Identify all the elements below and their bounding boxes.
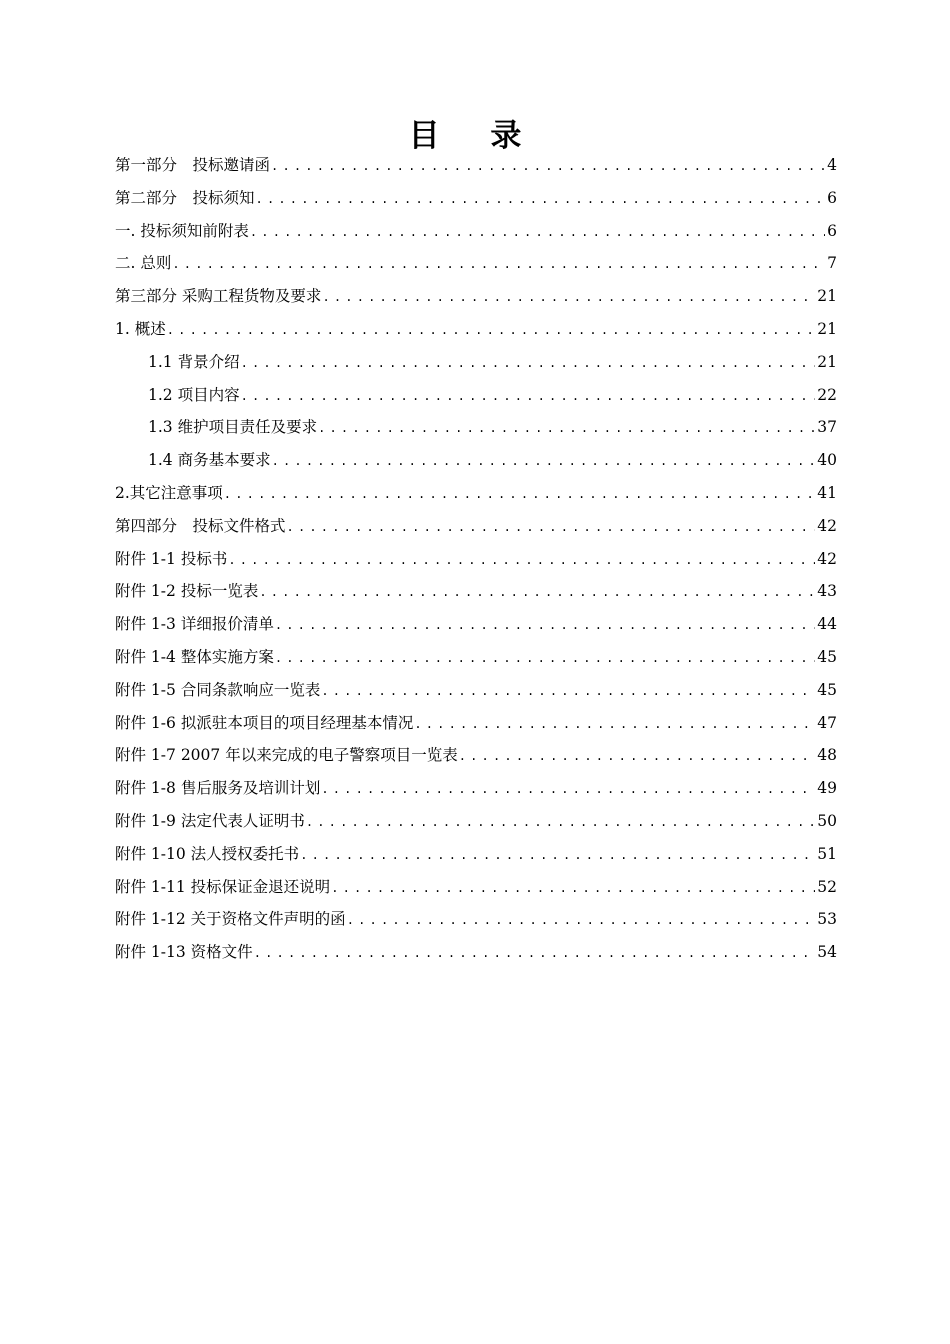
toc-entry-page: 45 [817, 647, 837, 666]
toc-entry-label: 附件 1-12 关于资格文件声明的函 [115, 910, 346, 929]
toc-entry-label: 1.4 商务基本要求 [148, 451, 271, 470]
toc-entry-label: 第二部分 投标须知 [115, 188, 255, 207]
toc-entry-label: 附件 1-13 资格文件 [115, 943, 253, 962]
toc-entry[interactable] [115, 247, 837, 280]
toc-entry-page: 54 [817, 943, 837, 962]
toc-dot-leader [317, 412, 815, 444]
toc-entry[interactable] [115, 182, 837, 215]
toc-dot-leader [258, 576, 815, 608]
toc-entry-page: 21 [817, 352, 837, 371]
toc-entry-label: 1.3 维护项目责任及要求 [148, 418, 318, 437]
toc-dot-leader [240, 380, 816, 412]
toc-entry[interactable] [115, 411, 837, 444]
toc-entry-page: 21 [817, 319, 837, 338]
toc-title: 目 录 [408, 118, 542, 154]
toc-dot-leader [171, 248, 825, 280]
toc-entry-page: 7 [827, 254, 837, 273]
toc-entry[interactable] [115, 149, 837, 182]
toc-entry-page: 44 [817, 615, 837, 634]
toc-entry-page: 49 [817, 779, 837, 798]
toc-dot-leader [271, 445, 816, 477]
toc-entry-page: 21 [817, 287, 837, 306]
toc-entry-page: 42 [817, 549, 837, 568]
toc-entry[interactable] [115, 477, 837, 510]
toc-entry-page: 51 [817, 844, 837, 863]
toc-entry-page: 48 [817, 746, 837, 765]
toc-entry[interactable] [115, 707, 837, 740]
toc-entry[interactable] [115, 313, 837, 346]
toc-entry-label: 附件 1-1 投标书 [115, 549, 228, 568]
toc-entry-page: 53 [817, 910, 837, 929]
toc-dot-leader [330, 872, 815, 904]
toc-entry-label: 附件 1-2 投标一览表 [115, 582, 259, 601]
toc-entry-label: 第三部分 采购工程货物及要求 [115, 287, 322, 306]
toc-entry[interactable] [115, 739, 837, 772]
toc-entry-label: 附件 1-7 2007 年以来完成的电子警察项目一览表 [115, 746, 458, 765]
toc-entry-label: 2.其它注意事项 [115, 483, 223, 502]
toc-entry[interactable] [115, 280, 837, 313]
toc-entry[interactable] [115, 346, 837, 379]
toc-entry-page: 6 [827, 221, 837, 240]
toc-dot-leader [253, 937, 816, 969]
toc-dot-leader [255, 183, 826, 215]
toc-dot-leader [227, 544, 815, 576]
toc-dot-leader [321, 281, 815, 313]
toc-entry-page: 47 [817, 713, 837, 732]
toc-dot-leader [240, 347, 816, 379]
toc-entry-page: 22 [817, 385, 837, 404]
toc-entry-page: 40 [817, 451, 837, 470]
toc-dot-leader [286, 511, 816, 543]
toc-entry-page: 52 [817, 877, 837, 896]
toc-entry-page: 45 [817, 680, 837, 699]
toc-entry-label: 附件 1-5 合同条款响应一览表 [115, 680, 321, 699]
toc-entry-label: 1.2 项目内容 [148, 385, 240, 404]
toc-entry-page: 42 [817, 516, 837, 535]
toc-entry[interactable] [115, 510, 837, 543]
toc-entry-page: 41 [817, 483, 837, 502]
toc-entry-page: 43 [817, 582, 837, 601]
toc-entry-label: 第四部分 投标文件格式 [115, 516, 286, 535]
toc-entry-label: 附件 1-3 详细报价清单 [115, 615, 274, 634]
toc-entry-label: 1. 概述 [115, 319, 166, 338]
toc-entry-label: 1.1 背景介绍 [148, 352, 240, 371]
toc-entry-label: 附件 1-11 投标保证金退还说明 [115, 877, 331, 896]
toc-dot-leader [249, 216, 825, 248]
toc-entry[interactable] [115, 871, 837, 904]
toc-entry[interactable] [115, 608, 837, 641]
toc-entry-label: 附件 1-10 法人授权委托书 [115, 844, 300, 863]
toc-dot-leader [320, 675, 815, 707]
toc-dot-leader [305, 806, 815, 838]
toc-entry[interactable] [115, 641, 837, 674]
toc-entry[interactable] [115, 936, 837, 969]
toc-list [115, 149, 837, 969]
toc-dot-leader [274, 642, 815, 674]
toc-dot-leader [270, 150, 825, 182]
toc-entry-page: 6 [827, 188, 837, 207]
toc-entry-page: 4 [827, 156, 837, 174]
toc-entry[interactable] [115, 543, 837, 576]
toc-entry-label: 二. 总则 [115, 254, 172, 273]
toc-entry[interactable] [115, 838, 837, 871]
toc-entry[interactable] [115, 805, 837, 838]
toc-entry-label: 附件 1-6 拟派驻本项目的项目经理基本情况 [115, 713, 414, 732]
toc-entry[interactable] [115, 215, 837, 248]
toc-entry[interactable] [115, 772, 837, 805]
toc-dot-leader [346, 904, 816, 936]
toc-entry[interactable] [115, 379, 837, 412]
toc-dot-leader [299, 839, 815, 871]
toc-entry-label: 附件 1-4 整体实施方案 [115, 647, 274, 666]
toc-dot-leader [166, 314, 816, 346]
toc-entry[interactable] [115, 444, 837, 477]
toc-entry-label: 第一部分 投标邀请函 [115, 156, 271, 174]
toc-entry-page: 50 [817, 811, 837, 830]
toc-entry-label: 附件 1-9 法定代表人证明书 [115, 811, 305, 830]
toc-entry[interactable] [115, 903, 837, 936]
toc-entry[interactable] [115, 674, 837, 707]
toc-entry[interactable] [115, 575, 837, 608]
toc-dot-leader [223, 478, 815, 510]
toc-entry-label: 一. 投标须知前附表 [115, 221, 249, 240]
toc-dot-leader [274, 609, 815, 641]
toc-dot-leader [413, 708, 815, 740]
toc-entry-label: 附件 1-8 售后服务及培训计划 [115, 779, 321, 798]
toc-dot-leader [458, 740, 816, 772]
toc-dot-leader [320, 773, 815, 805]
toc-entry-page: 37 [817, 418, 837, 437]
